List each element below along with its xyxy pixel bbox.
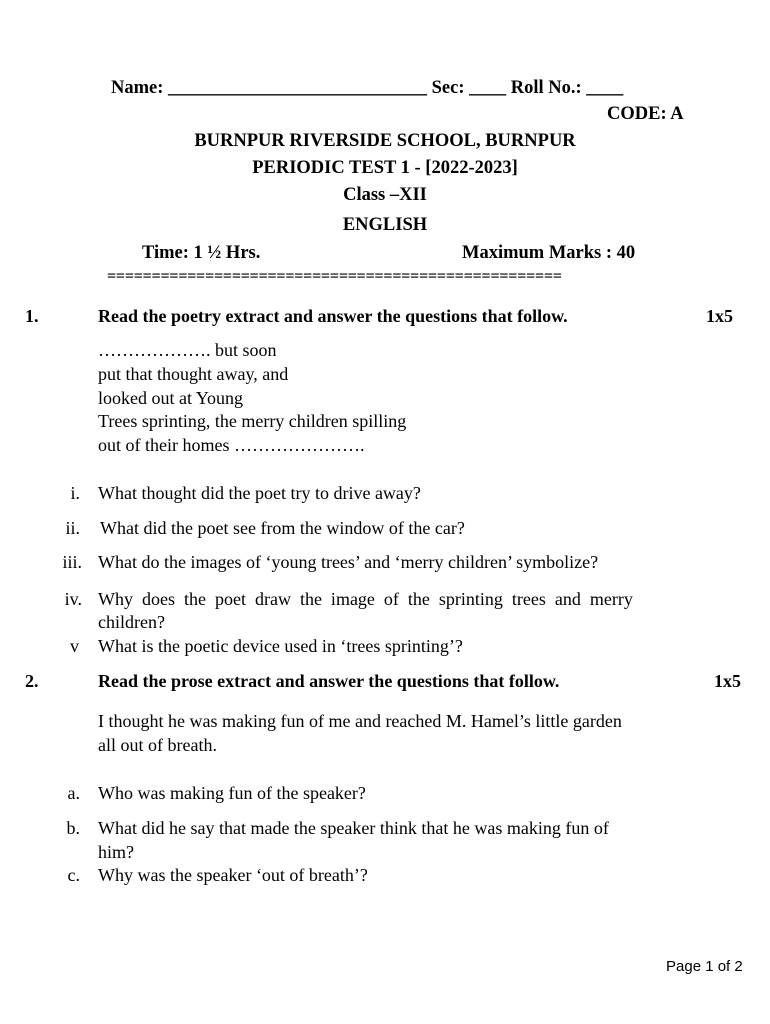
- q1-extract-line: Trees sprinting, the merry children spilling: [98, 411, 407, 431]
- q1-item-label: v: [70, 636, 79, 656]
- q2-item-label: a.: [67, 783, 80, 803]
- q1-item-text: What thought did the poet try to drive away?: [98, 483, 421, 503]
- q1-number: 1.: [25, 306, 39, 326]
- q2-item-label: c.: [67, 865, 80, 885]
- q1-item-text: What is the poetic device used in ‘trees sprinting’?: [98, 636, 463, 656]
- q2-number: 2.: [25, 671, 39, 691]
- q1-item-label: iii.: [62, 552, 82, 572]
- q1-extract-line: looked out at Young: [98, 388, 244, 408]
- q2-extract-line: I thought he was making fun of me and reached M. Hamel’s little garden: [98, 711, 622, 731]
- name-line: Name: ____________________________ Sec: ____ Roll No.: ____: [111, 78, 624, 98]
- q1-marks: 1x5: [706, 306, 733, 326]
- page-number: Page 1 of 2: [666, 958, 743, 975]
- subject-label: ENGLISH: [342, 215, 428, 235]
- q1-item-label: ii.: [65, 518, 80, 538]
- q2-extract-line: all out of breath.: [98, 735, 217, 755]
- school-name: BURNPUR RIVERSIDE SCHOOL, BURNPUR: [194, 131, 576, 151]
- q1-extract-line: put that thought away, and: [98, 364, 289, 384]
- q1-item-text: What did the poet see from the window of the car?: [100, 518, 465, 538]
- q1-instruction: Read the poetry extract and answer the questions that follow.: [98, 306, 568, 326]
- q1-item-label: iv.: [64, 589, 82, 609]
- header-rule: ===================================================: [107, 268, 562, 285]
- q1-item-text: Why does the poet draw the image of the sprinting trees and merry: [98, 589, 633, 609]
- q2-item-text: What did he say that made the speaker think that he was making fun of: [98, 818, 609, 838]
- q1-extract-line: ………………. but soon: [98, 340, 277, 360]
- q1-extract-line: out of their homes ………………….: [98, 435, 365, 455]
- q2-item-text-cont: him?: [98, 842, 134, 862]
- code-label: CODE: A: [607, 104, 684, 124]
- time-label: Time: 1 ½ Hrs.: [142, 243, 261, 263]
- q1-item-text: What do the images of ‘young trees’ and ‘merry children’ symbolize?: [98, 552, 599, 572]
- test-title: PERIODIC TEST 1 - [2022-2023]: [252, 158, 518, 178]
- max-marks-label: Maximum Marks : 40: [462, 243, 636, 263]
- q2-item-label: b.: [66, 818, 80, 838]
- q2-instruction: Read the prose extract and answer the questions that follow.: [98, 671, 560, 691]
- q1-item-label: i.: [70, 483, 80, 503]
- class-label: Class –XII: [343, 185, 427, 205]
- q2-marks: 1x5: [714, 671, 741, 691]
- q2-item-text: Who was making fun of the speaker?: [98, 783, 366, 803]
- q2-item-text: Why was the speaker ‘out of breath’?: [98, 865, 368, 885]
- q1-item-text-cont: children?: [98, 612, 165, 632]
